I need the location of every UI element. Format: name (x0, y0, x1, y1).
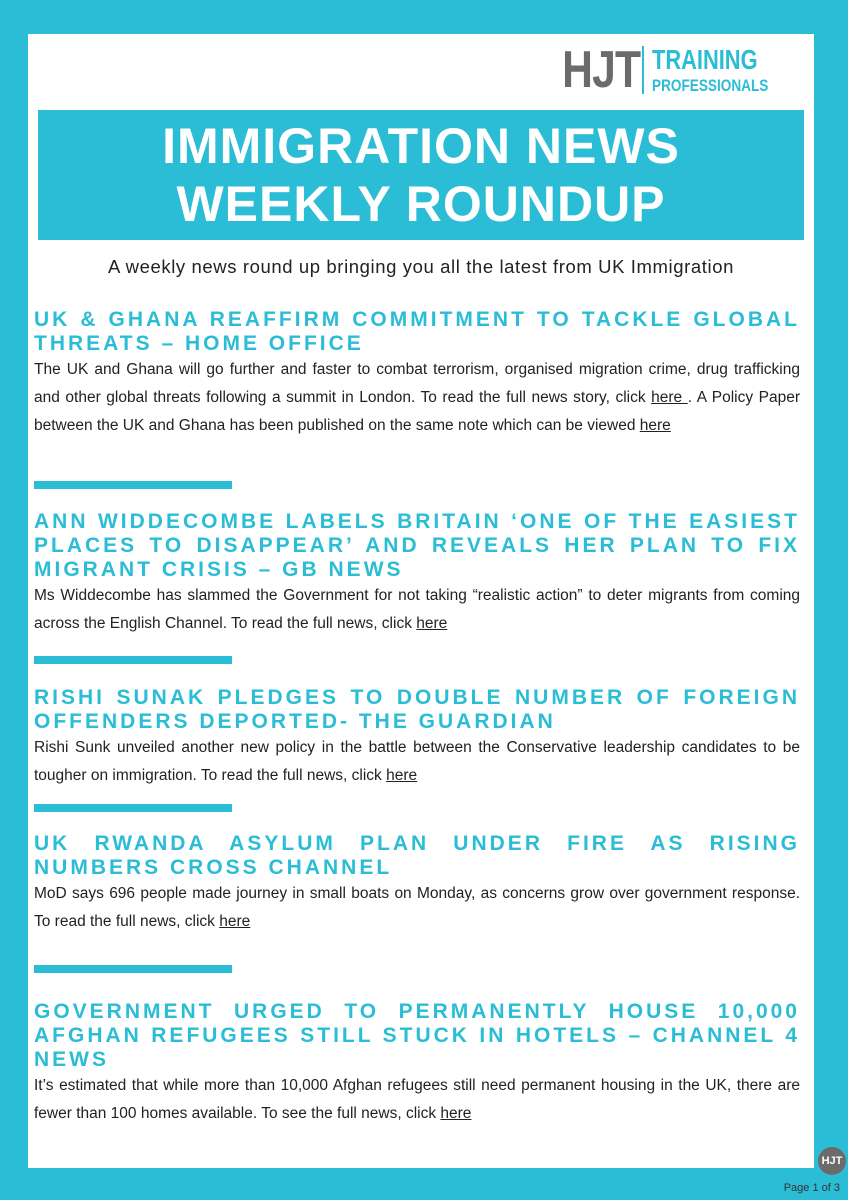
article-headline: ANN WIDDECOMBE LABELS BRITAIN ‘ONE OF THE EASIEST PLACES TO DISAPPEAR’ AND REVEALS HER PLAN TO FIX MIGRANT CRISIS – GB NEWS (34, 510, 800, 581)
article-body: Rishi Sunk unveiled another new policy in the battle between the Conservative leadership candidates to be tougher on immigration. To read the full news, click here (34, 739, 800, 784)
banner-line1: IMMIGRATION NEWS (162, 118, 680, 174)
logo-line1: TRAINING (652, 44, 758, 75)
news-article (34, 686, 800, 790)
news-article (34, 510, 800, 638)
hjt-logo (545, 41, 802, 99)
article-link[interactable]: here (651, 389, 688, 406)
subtitle: A weekly news round up bringing you all the latest from UK Immigration (107, 256, 735, 277)
title-banner (38, 110, 804, 240)
article-body: Ms Widdecombe has slammed the Government for not taking “realistic action” to deter migrants from coming across the English Channel. To read the full news, click here (34, 587, 800, 632)
section-divider (34, 965, 232, 973)
logo-line2: PROFESSIONALS (652, 76, 769, 95)
section-divider (34, 804, 232, 812)
banner-line2: WEEKLY ROUNDUP (176, 176, 666, 232)
section-divider (34, 481, 232, 489)
article-link[interactable]: here (219, 913, 251, 930)
article-headline: UK RWANDA ASYLUM PLAN UNDER FIRE AS RISING NUMBERS CROSS CHANNEL (34, 832, 800, 879)
page (28, 34, 814, 1168)
article-link[interactable]: here (440, 1105, 472, 1122)
article-headline: GOVERNMENT URGED TO PERMANENTLY HOUSE 10,000 AFGHAN REFUGEES STILL STUCK IN HOTELS – CHANNEL 4 NEWS (34, 1000, 800, 1071)
footer-logo-badge: HJT (818, 1147, 846, 1175)
article-body: It’s estimated that while more than 10,000 Afghan refugees still need permanent housing in the UK, there are fewer than 100 homes available. To see the full news, click here (34, 1077, 800, 1122)
article-link[interactable]: here (639, 417, 671, 434)
news-article (34, 832, 800, 936)
logo-divider (642, 46, 644, 94)
article-link[interactable]: here (416, 615, 448, 632)
logo-mark: HJT (561, 41, 640, 99)
article-body: The UK and Ghana will go further and faster to combat terrorism, organised migration crime, drug trafficking and other global threats following a summit in London. To read the full news story, click here . A Policy Paper between the UK and Ghana has been published on the same note which can be viewed here (34, 361, 801, 434)
article-body: MoD says 696 people made journey in small boats on Monday, as concerns grow over government response. To read the full news, click here (34, 885, 800, 930)
article-headline: RISHI SUNAK PLEDGES TO DOUBLE NUMBER OF FOREIGN OFFENDERS DEPORTED- THE GUARDIAN (34, 686, 800, 733)
news-article (34, 308, 800, 440)
logo-text (652, 46, 802, 94)
article-headline: UK & GHANA REAFFIRM COMMITMENT TO TACKLE GLOBAL THREATS – HOME OFFICE (34, 308, 800, 355)
article-link[interactable]: here (386, 767, 418, 784)
section-divider (34, 656, 232, 664)
news-article (34, 1000, 800, 1128)
page-number: Page 1 of 3 (783, 1182, 840, 1194)
